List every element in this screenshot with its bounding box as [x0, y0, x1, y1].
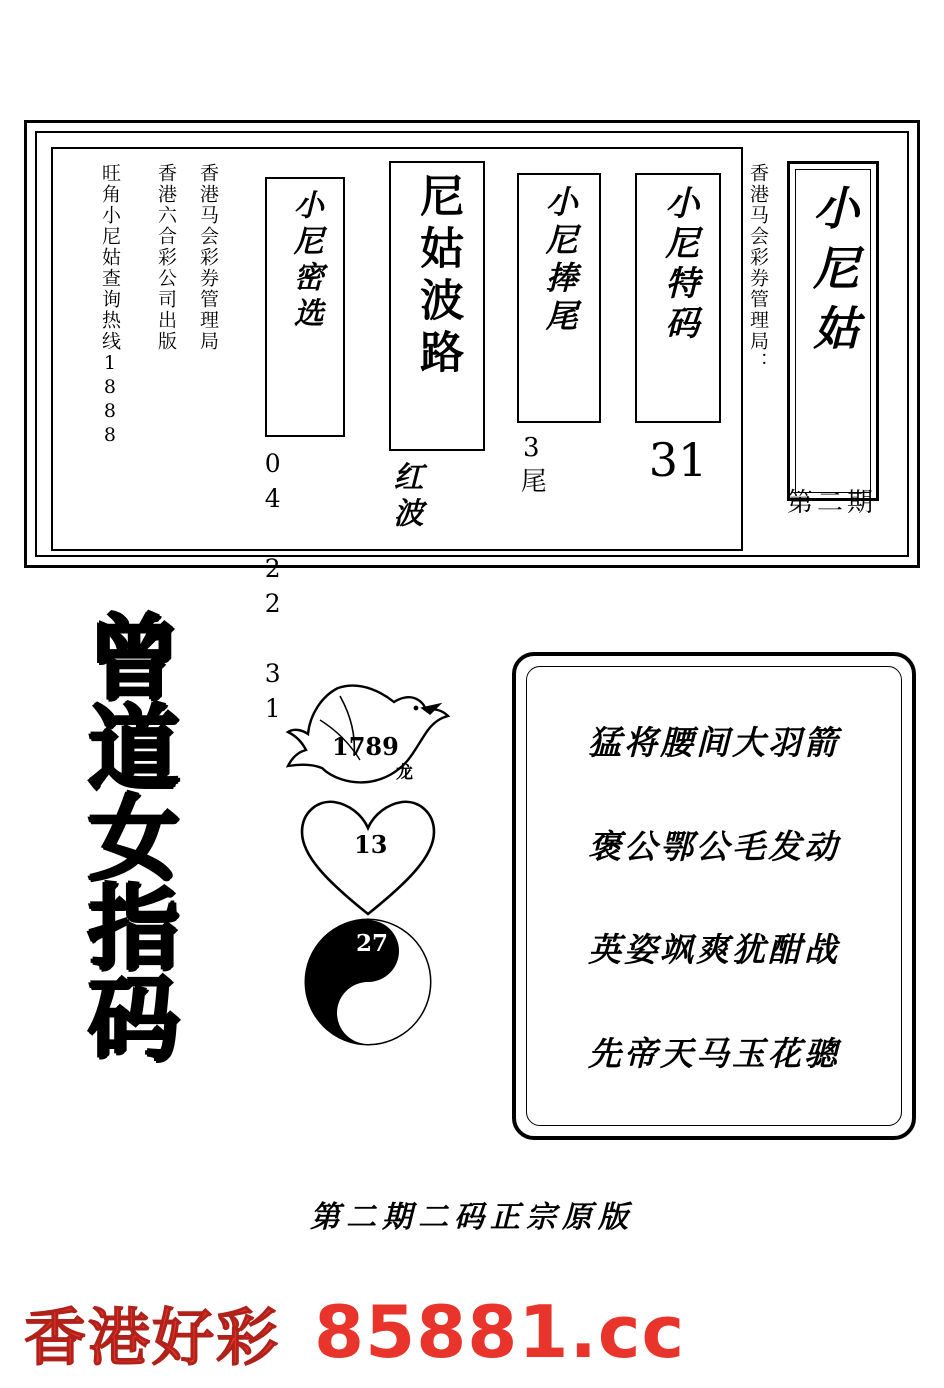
cell-tail-pick-label: 小尼捧尾 — [540, 185, 579, 337]
cell-tail-pick — [517, 173, 601, 423]
yinyang-number: 27 — [356, 930, 389, 957]
main-heading-char-5: 码 — [87, 965, 180, 1074]
sub-caption: 第二期二码正宗原版 — [310, 1200, 634, 1235]
poem-line-4: 先帝天马玉花骢 — [588, 1033, 840, 1073]
cell-color-wave — [389, 161, 485, 451]
main-heading-char-1: 曾 — [87, 605, 180, 713]
poem-line-3: 英姿飒爽犹酣战 — [588, 930, 840, 970]
issue-label: 第二期 — [786, 488, 877, 518]
cell-special-code — [635, 173, 721, 423]
cell-tail-pick-value — [517, 433, 601, 497]
cell-special-code-label: 小尼特码 — [658, 185, 699, 345]
dove-number: 1789 — [332, 732, 399, 761]
main-heading-char-3: 女 — [87, 785, 180, 894]
poem-line-1: 猛将腰间大羽箭 — [588, 723, 840, 763]
poem-box-inner — [526, 666, 902, 1126]
footer-site-name: 香港好彩 — [24, 1300, 281, 1374]
poem-line-2: 褒公鄂公毛发动 — [588, 826, 840, 866]
footer-site-url: 85881.cc — [314, 1290, 686, 1374]
side-column-hotline: 旺角小尼姑查询热线1888 — [98, 163, 121, 448]
banner-frame — [24, 120, 920, 729]
cell-color-wave-value — [389, 461, 485, 533]
banner-title-box — [787, 161, 879, 501]
cell-special-code-value: 31 — [648, 433, 708, 487]
main-heading-char-2: 道 — [87, 695, 180, 804]
heart-icon — [288, 790, 448, 930]
banner-bureau-note: 香港马会彩券管理局： — [747, 163, 769, 373]
main-heading-char-4: 指 — [87, 875, 180, 984]
poem-box — [512, 652, 916, 1140]
footer-watermark — [0, 1284, 944, 1380]
side-column-management: 香港马会彩券管理局 — [196, 163, 219, 352]
cell-color-wave-value-text: 红波 — [387, 461, 423, 533]
dove-zodiac-label: 龙 — [396, 763, 413, 783]
cell-secret-pick-label: 小尼密选 — [287, 189, 323, 333]
main-heading — [64, 605, 204, 1074]
cell-secret-pick-value-text: 04 22 31 — [258, 449, 288, 729]
cell-secret-pick — [265, 177, 345, 437]
symbol-column — [280, 640, 460, 1040]
banner-inner-frame — [35, 131, 909, 729]
side-column-publisher: 香港六合彩公司出版 — [154, 163, 177, 352]
page-title: 小尼姑 — [806, 184, 861, 364]
heart-number: 13 — [354, 830, 388, 859]
banner-title-inner — [795, 169, 871, 493]
cell-tail-pick-value-text: 3尾 — [516, 433, 547, 497]
cell-color-wave-label: 尼姑波路 — [412, 173, 464, 381]
